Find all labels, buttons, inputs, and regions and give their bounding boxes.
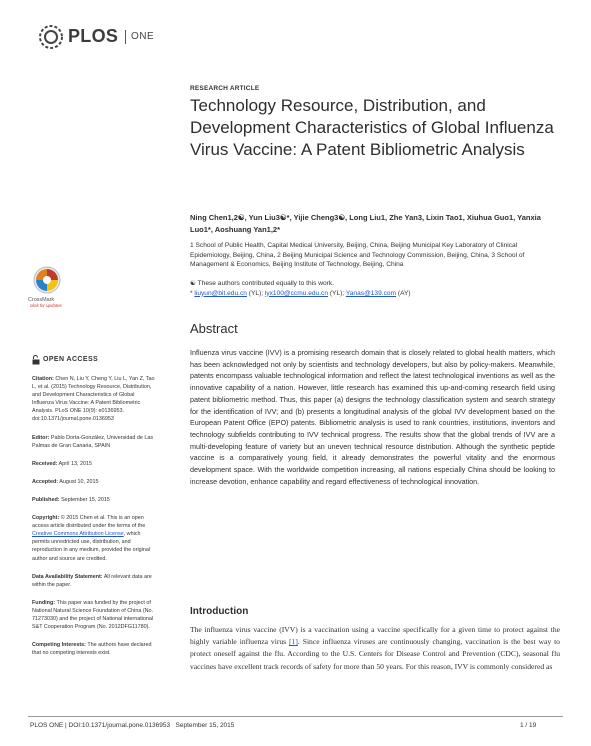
funding — [32, 599, 156, 631]
copyright-text-post: , which permits unrestricted use, distribution, and reproduction in any medium, provided the original author and source are credited. — [32, 531, 151, 562]
email-2-tail: (YL); — [328, 289, 346, 297]
copyright — [32, 514, 156, 563]
citation — [32, 375, 156, 424]
received — [32, 460, 156, 468]
introduction-text — [190, 624, 560, 673]
article-metadata-sidebar — [32, 355, 156, 667]
footer-divider — [28, 716, 563, 717]
intro-text-post: . Since influenza viruses are continuously changing, vaccination is the best way to protect oneself against the flu. According to the U.S. Centers for Disease Control and Prevention (CDC), seasonal flu vaccines have excellent track records of safety for more than 50 years. For this reason, IVV is commonly considered as — [190, 637, 560, 671]
published-date: September 15, 2015 — [61, 496, 110, 503]
author-notes — [190, 279, 560, 298]
competing-interests — [32, 641, 156, 657]
article-title: Technology Resource, Distribution, and Development Characteristics of Global Influenza Virus Vaccine: A Patent Bibliometric Analysis — [190, 96, 554, 159]
received-date: April 13, 2015 — [58, 460, 92, 467]
open-access-label: OPEN ACCESS — [43, 355, 99, 363]
funding-label: Funding: — [32, 599, 56, 606]
editor — [32, 434, 156, 450]
received-label: Received: — [32, 460, 58, 467]
corresponding-emails — [190, 289, 560, 299]
intro-text-pre: The influenza virus vaccine (IVV) is a vaccination using a vaccine specifically for a given time to protect against the highly variable influenza virus — [190, 625, 560, 647]
crossmark-label: CrossMark — [28, 297, 55, 303]
copyright-label: Copyright: — [32, 515, 60, 522]
equal-contribution-note: ☯ These authors contributed equally to this work. — [190, 280, 334, 287]
funding-text: This paper was funded by the project of National Natural Science Foundation of China (No. 71273030) and the project of National international S&T Cooperation Program (No. 2012DFG11780). — [32, 599, 154, 631]
published-label: Published: — [32, 496, 60, 503]
plos-logo-icon — [38, 24, 64, 50]
data-availability-label: Data Availability Statement: — [32, 573, 103, 580]
open-lock-icon — [32, 355, 40, 365]
logo-sub: ONE — [131, 31, 155, 42]
introduction-heading: Introduction — [190, 606, 249, 617]
license-link[interactable]: Creative Commons Attribution License — [32, 531, 124, 538]
email-link-1[interactable]: liuyun@bit.edu.cn — [194, 289, 247, 297]
data-availability — [32, 573, 156, 589]
competing-interests-label: Competing Interests: — [32, 642, 86, 649]
emails-prefix: * — [190, 289, 195, 297]
accepted — [32, 478, 156, 486]
editor-text: Pablo Dorta-González, Universidad de Las Palmas de Gran Canaria, SPAIN — [32, 434, 154, 449]
abstract-heading: Abstract — [190, 321, 238, 336]
logo-divider — [125, 30, 126, 44]
open-access-badge — [32, 355, 156, 365]
email-link-3[interactable]: Yanas@139.com — [345, 289, 397, 297]
email-link-2[interactable]: lyx100@ccmu.edu.cn — [264, 289, 329, 297]
article-type: RESEARCH ARTICLE — [190, 85, 260, 92]
citation-text: Chen N, Liu Y, Cheng Y, Liu L, Yan Z, Tao L, et al. (2015) Technology Resource, Distribution, and Development Characteristics of Global Influenza Virus Vaccine: A Patent Bibliometric Analysis. PLoS ONE 10(9): e0136953. doi:10.1371/journal.pone.0136953 — [32, 376, 155, 423]
email-3-tail: (AY) — [396, 289, 411, 297]
published — [32, 496, 156, 504]
affiliations: 1 School of Public Health, Capital Medical University, Beijing, China, Beijing Municipal Key Laboratory of Clinical Epidemiology, Beijing, China, 2 Beijing Municipal Science and Technology Commission, Beijing, China, 3 School of Management & Economics, Beijing Institute of Technology, Beijing, China — [190, 242, 525, 268]
competing-interests-text: The authors have declared that no competing interests exist. — [32, 642, 152, 657]
citation-label: Citation: — [32, 376, 54, 382]
footer-citation: PLOS ONE | DOI:10.1371/journal.pone.0136953 September 15, 2015 — [30, 722, 235, 729]
crossmark-badge[interactable] — [28, 265, 68, 313]
copyright-text-pre: © 2015 Chen et al. This is an open access article distributed under the terms of the — [32, 515, 146, 530]
accepted-label: Accepted: — [32, 478, 59, 485]
accepted-date: August 10, 2015 — [59, 478, 99, 485]
plos-one-logo[interactable] — [38, 24, 178, 52]
abstract-text: Influenza virus vaccine (IVV) is a promising research domain that is closely related to global health matters, which has been acknowledged not only by scientists and technology developers, but also by policy-makers. Meanwhile, patents encompass valuable technological information and reflect the latest technological inventions as well as the innovative capability of a nation. However, little research has examined this up-and-coming research field using patent bibliometric method. Thus, this paper (a) designs the technology classification system and search strategy for the identification of IVV; and (b) presents a longitudinal analysis of the global IVV development based on the European Patent Office (EPO) patents. Bibliometric analysis is used to rank countries, institutions, inventors and technology subfields contributing to IVV technical progress. The results show that the global trends of IVV are a multi-developing feature of variety but an uneven technical resource distribution. Although the synthetic peptide vaccine is a comparatively young field, it already demonstrates the powerful vitality and the enormous development space. With the worldwide competition increasing, all nations especially China should be looking to increase devotion, enhance capability and regard effectiveness of technological innovation. — [190, 348, 555, 486]
author-list: Ning Chen1,2☯, Yun Liu3☯*, Yijie Cheng3☯, Long Liu1, Zhe Yan3, Lixin Tao1, Xiuhua Guo1, Yanxia Luo1*, Aoshuang Yan1,2* — [190, 213, 541, 234]
reference-link-1[interactable]: [1] — [289, 637, 298, 647]
crossmark-icon — [32, 265, 62, 295]
crossmark-sub: click for updates — [30, 303, 62, 308]
page-number: 1 / 19 — [520, 722, 537, 729]
editor-label: Editor: — [32, 434, 50, 441]
email-1-tail: (YL); — [246, 289, 265, 297]
data-availability-text: All relevant data are within the paper. — [32, 573, 152, 588]
logo-text: PLOS — [68, 26, 119, 46]
